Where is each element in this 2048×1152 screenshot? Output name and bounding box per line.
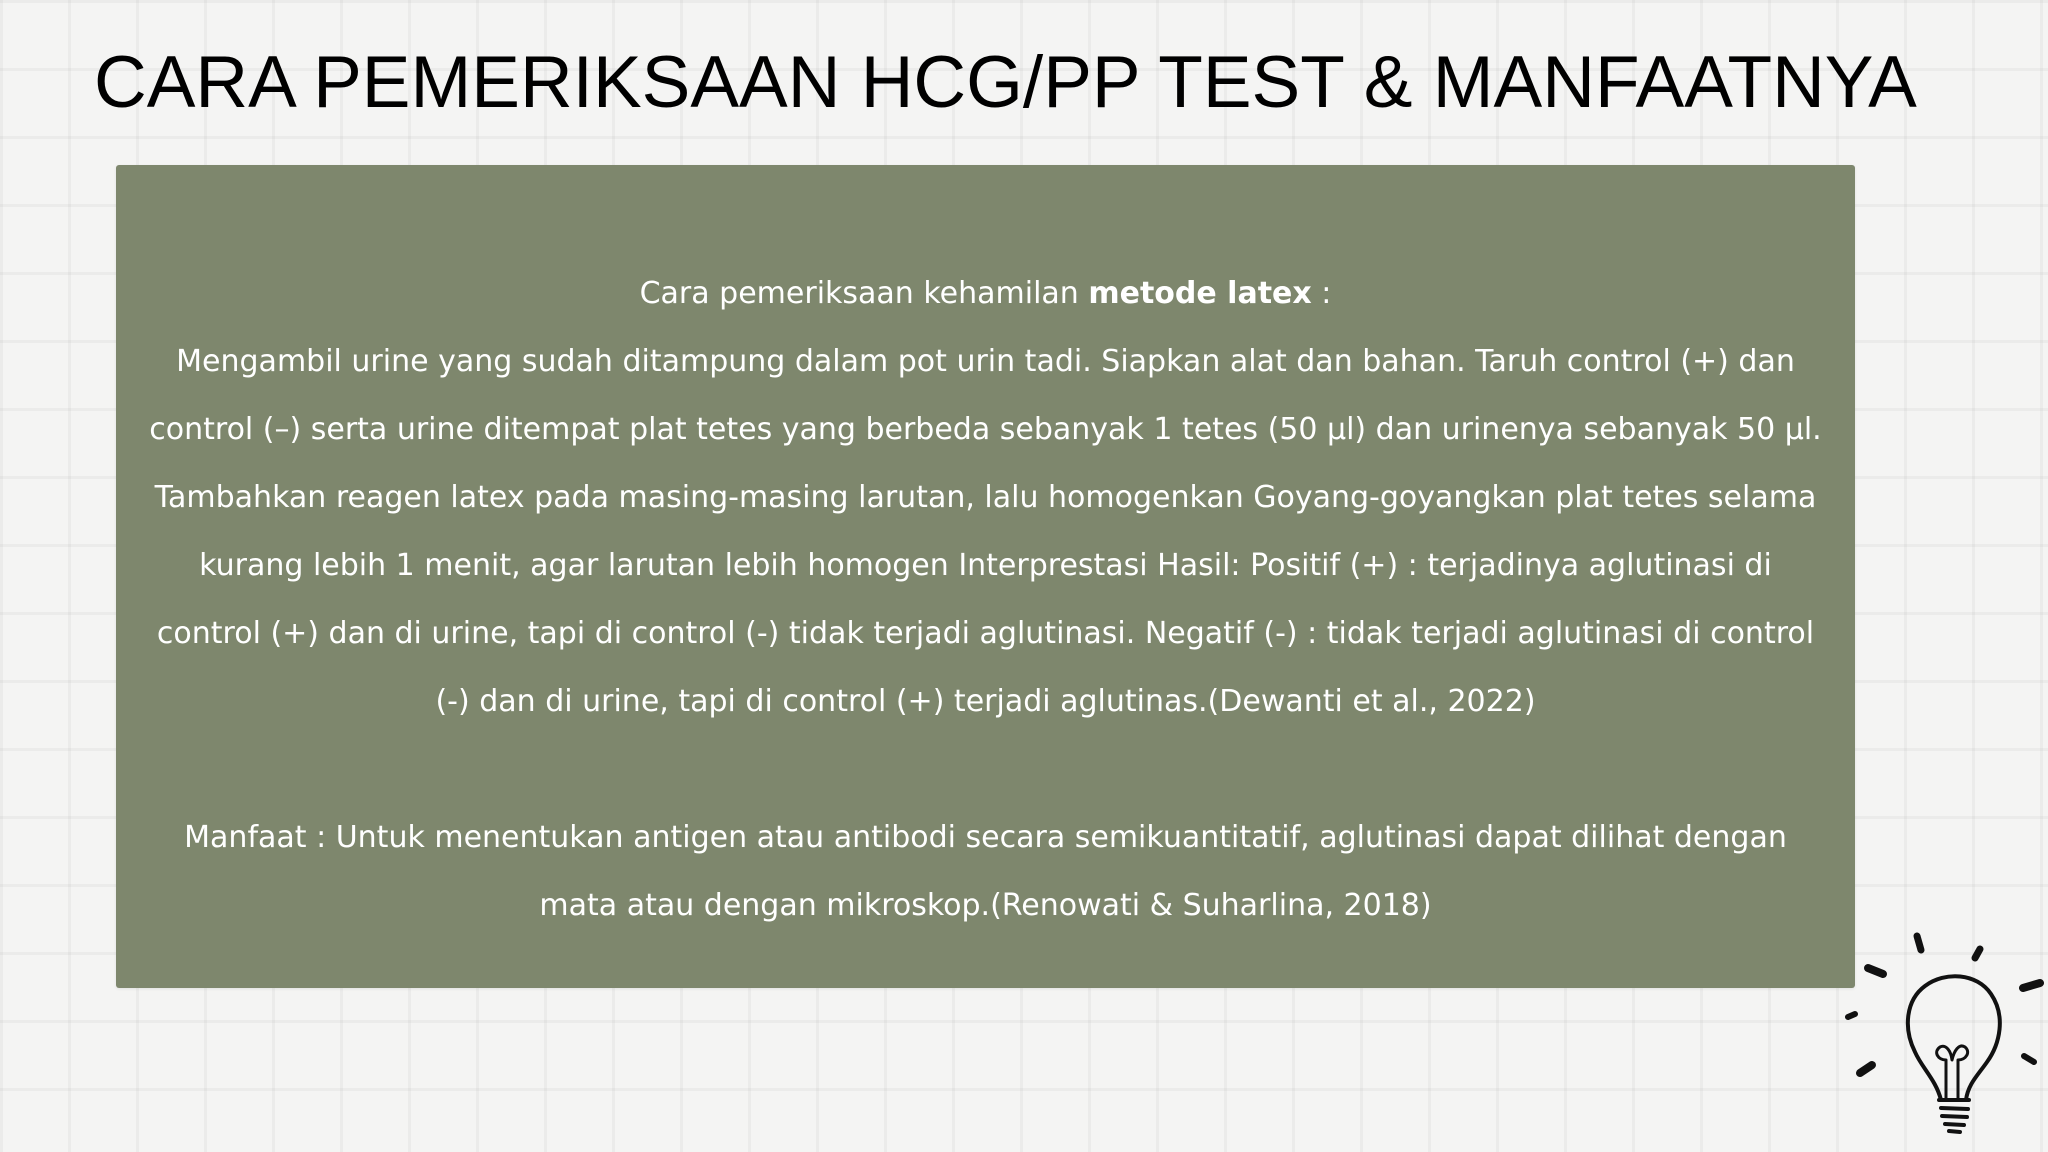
intro-method: metode latex: [1088, 276, 1312, 311]
intro-line: [146, 260, 1825, 328]
slide-title: CARA PEMERIKSAAN HCG/PP TEST & MANFAATNYA: [94, 42, 1917, 123]
lightbulb-icon: [1840, 928, 2048, 1152]
content-box: [116, 165, 1855, 988]
procedure-paragraph: Mengambil urine yang sudah ditampung dalam pot urin tadi. Siapkan alat dan bahan. Taruh control (+) dan control (–) serta urine ditempat plat tetes yang berbeda sebanyak 1 tetes (50 µl) dan urinenya sebanyak 50 µl. Tambahkan reagen latex pada masing-masing larutan, lalu homogenkan Goyang-goyangkan plat tetes selama kurang lebih 1 menit, agar larutan lebih homogen Interprestasi Hasil: Positif (+) : terjadinya aglutinasi di control (+) dan di urine, tapi di control (-) tidak terjadi aglutinasi. Negatif (-) : tidak terjadi aglutinasi di control (-) dan di urine, tapi di control (+) terjadi aglutinas.(Dewanti et al., 2022): [149, 344, 1822, 719]
paragraph-spacer: [146, 736, 1825, 804]
intro-colon: :: [1311, 276, 1332, 311]
manfaat-paragraph: Manfaat : Untuk menentukan antigen atau antibodi secara semikuantitatif, aglutinasi dapat dilihat dengan mata atau dengan mikroskop.(Renowati & Suharlina, 2018): [184, 820, 1787, 923]
intro-text: Cara pemeriksaan kehamilan: [639, 276, 1089, 311]
